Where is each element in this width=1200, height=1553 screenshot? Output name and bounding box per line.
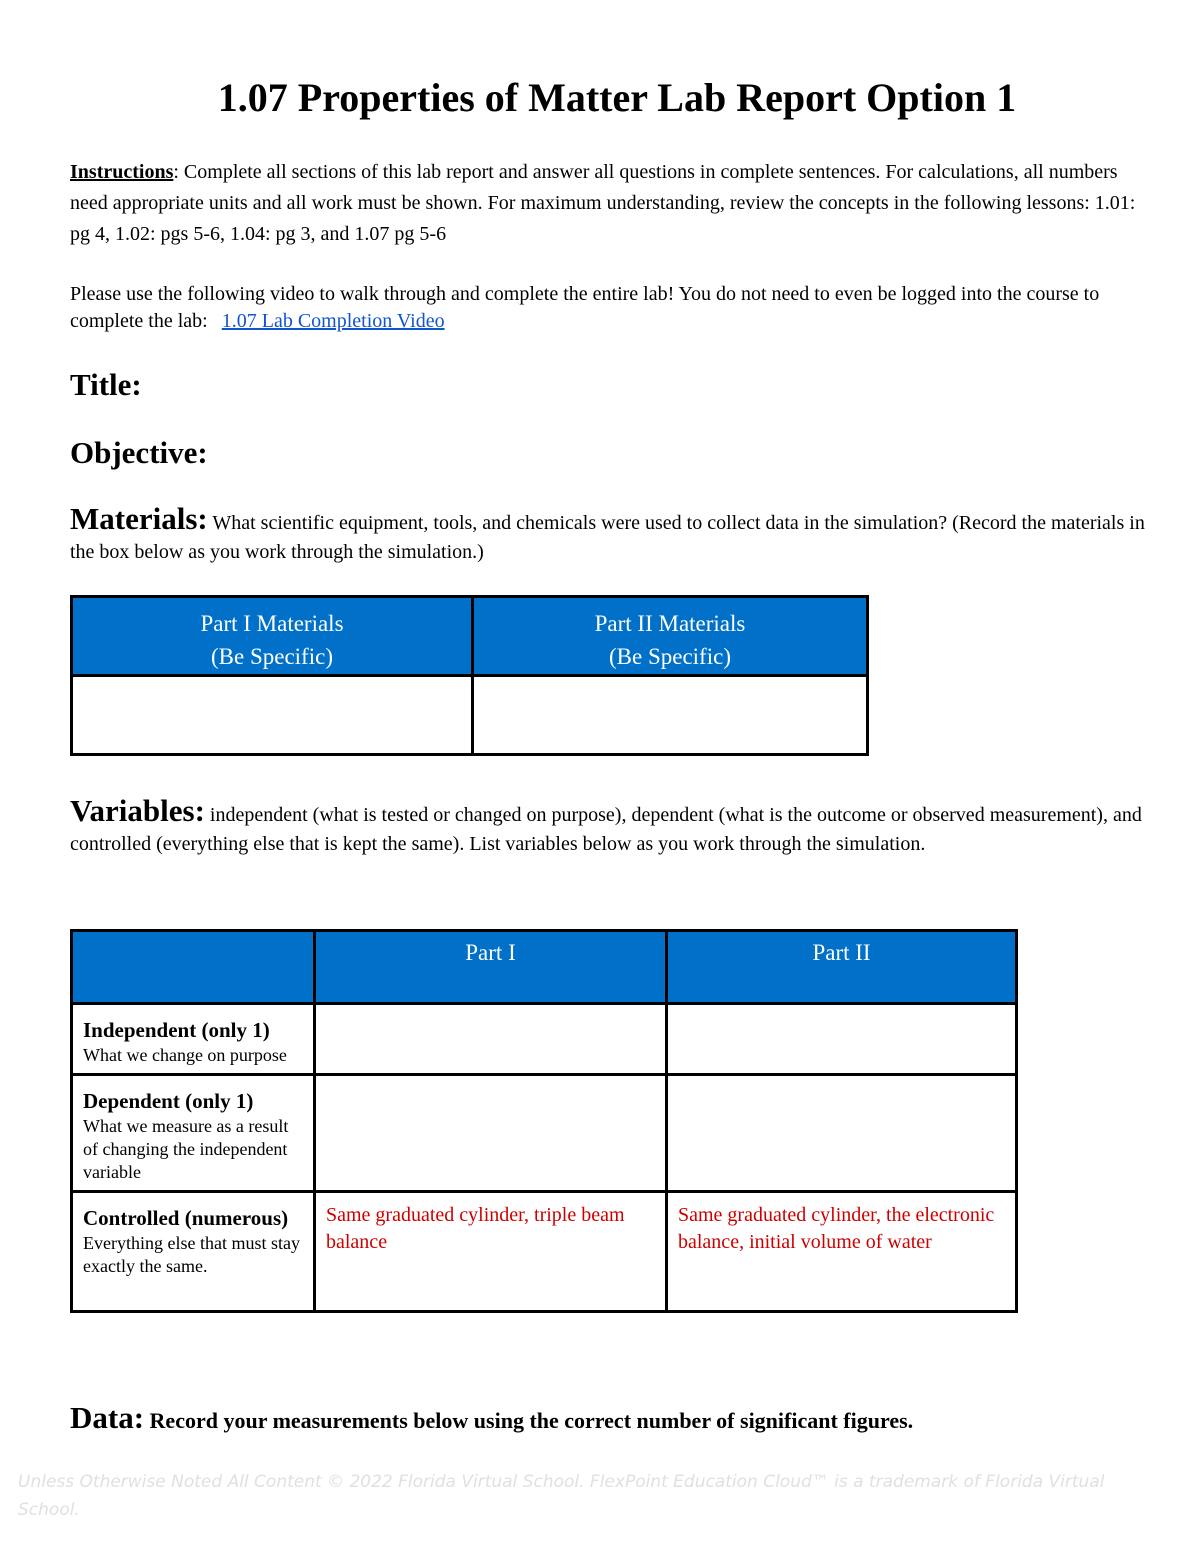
materials-section xyxy=(70,501,1150,567)
dependent-part2-cell[interactable] xyxy=(667,1075,1017,1192)
variables-heading: Variables: xyxy=(70,793,205,828)
title-heading: Title: xyxy=(70,367,142,402)
instructions-text: : Complete all sections of this lab report and answer all questions in complete sentences. For calculations, all numbers need appropriate units and all work must be shown. For maximum understanding, review the concepts in the following lessons: 1.01: pg 4, 1.02: pgs 5-6, 1.04: pg 3, and 1.07 pg 5-6 xyxy=(70,161,1136,245)
independent-label: Independent (only 1) xyxy=(83,1018,270,1042)
variables-section xyxy=(70,793,1150,859)
video-note-text: Please use the following video to walk through and complete the entire lab! You do not need to even be logged into the course to complete the lab: xyxy=(70,283,1100,332)
materials-heading: Materials: xyxy=(70,501,208,536)
materials-description: What scientific equipment, tools, and chemicals were used to collect data in the simulation? (Record the materials in the box below as you work through the simulation.) xyxy=(70,512,1145,563)
controlled-sublabel: Everything else that must stay exactly the same. xyxy=(83,1233,300,1276)
dependent-label: Dependent (only 1) xyxy=(83,1089,254,1113)
independent-part1-cell[interactable] xyxy=(315,1004,667,1075)
instructions-paragraph xyxy=(70,157,1150,250)
data-section xyxy=(70,1400,913,1439)
instructions-label: Instructions xyxy=(70,161,174,183)
materials-entry-row xyxy=(72,676,868,755)
materials-header-part2-title: Part II Materials xyxy=(594,611,746,636)
controlled-part2-cell[interactable]: Same graduated cylinder, the electronic balance, initial volume of water xyxy=(667,1192,1017,1312)
controlled-label: Controlled (numerous) xyxy=(83,1206,289,1230)
variables-description: independent (what is tested or changed on purpose), dependent (what is the outcome or observed measurement), and controlled (everything else that is kept the same). List variables below as you work through the simulation. xyxy=(70,804,1142,855)
independent-part2-cell[interactable] xyxy=(667,1004,1017,1075)
variables-row-independent xyxy=(72,1004,1017,1075)
materials-header-part1 xyxy=(72,597,473,676)
copyright-footer: Unless Otherwise Noted All Content © 2022 Florida Virtual School. FlexPoint Education Cloud™ is a trademark of Florida Virtual School. xyxy=(18,1472,1105,1520)
variables-row-dependent xyxy=(72,1075,1017,1192)
materials-part2-cell[interactable] xyxy=(473,676,868,755)
materials-header-row xyxy=(72,597,868,676)
objective-heading: Objective: xyxy=(70,435,208,470)
lab-completion-video-link[interactable]: 1.07 Lab Completion Video xyxy=(221,310,445,332)
data-description: Record your measurements below using the correct number of significant figures. xyxy=(144,1408,914,1433)
materials-header-part1-title: Part I Materials xyxy=(200,611,344,636)
document-title: 1.07 Properties of Matter Lab Report Option 1 xyxy=(217,75,1017,120)
variables-row-controlled xyxy=(72,1192,1017,1312)
variables-header-part1: Part I xyxy=(315,931,667,1004)
variables-header-part2: Part II xyxy=(667,931,1017,1004)
variables-header-blank xyxy=(72,931,315,1004)
controlled-label-cell xyxy=(72,1192,315,1312)
controlled-part1-cell[interactable]: Same graduated cylinder, triple beam balance xyxy=(315,1192,667,1312)
variables-header-row xyxy=(72,931,1017,1004)
materials-header-part1-note: (Be Specific) xyxy=(211,644,333,669)
video-note-paragraph xyxy=(70,281,1150,335)
dependent-part1-cell[interactable] xyxy=(315,1075,667,1192)
independent-sublabel: What we change on purpose xyxy=(83,1045,287,1065)
materials-header-part2-note: (Be Specific) xyxy=(609,644,731,669)
dependent-label-cell xyxy=(72,1075,315,1192)
data-heading: Data: xyxy=(70,1400,145,1435)
variables-table xyxy=(70,929,1018,1313)
materials-header-part2 xyxy=(473,597,868,676)
materials-part1-cell[interactable] xyxy=(72,676,473,755)
materials-table xyxy=(70,595,869,756)
independent-label-cell xyxy=(72,1004,315,1075)
dependent-sublabel: What we measure as a result of changing the independent variable xyxy=(83,1116,289,1182)
